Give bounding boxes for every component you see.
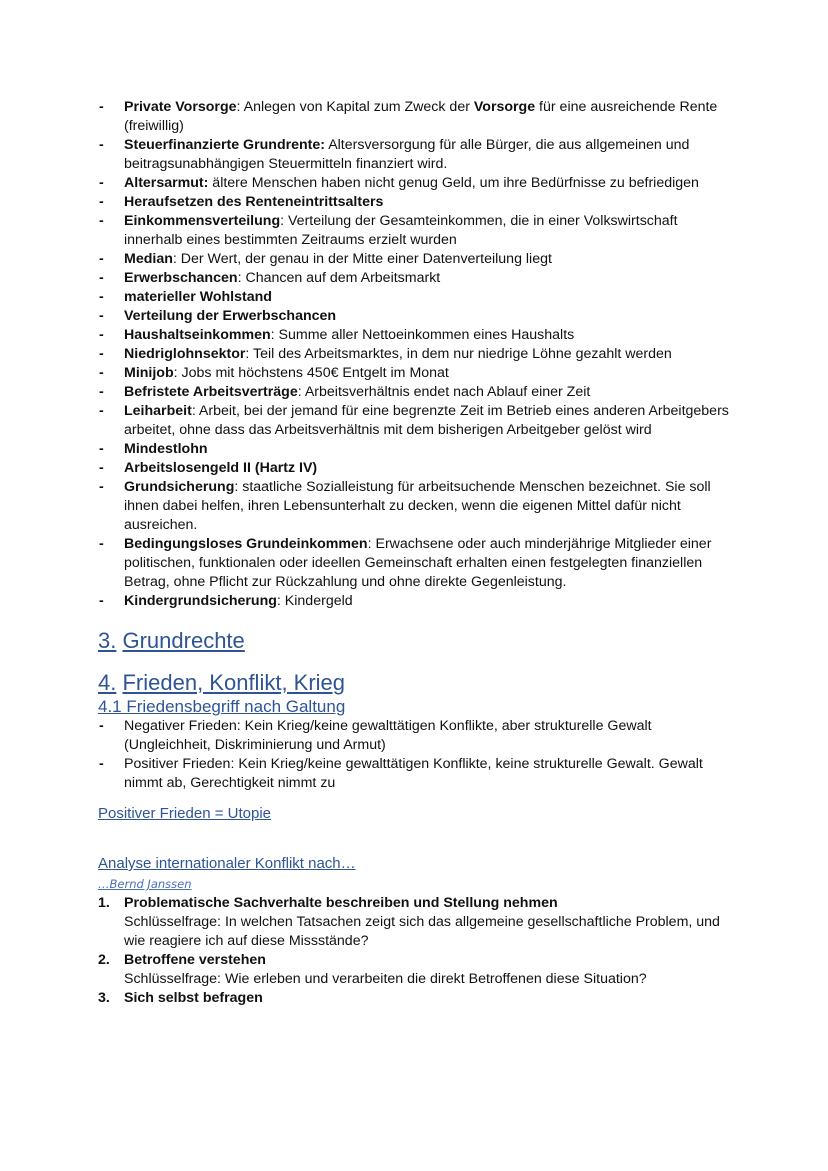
list-item: - Median: Der Wert, der genau in der Mitte einer Datenverteilung liegt	[98, 250, 738, 269]
list-item: 2. Betroffene verstehen Schlüsselfrage: Wie erleben und verarbeiten die direkt Betroffenen diese Situation?	[98, 952, 647, 987]
peace-list	[98, 717, 738, 793]
section-heading-frieden[interactable]: 4. Frieden, Konflikt, Krieg	[98, 670, 346, 695]
list-item: - Negativer Frieden: Kein Krieg/keine gewalttätigen Konflikte, aber strukturelle Gewalt (Ungleichheit, Diskriminierung und Armut)	[98, 717, 738, 755]
list-item: - Arbeitslosengeld II (Hartz IV)	[98, 459, 738, 478]
analysis-heading: Analyse internationaler Konflikt nach…	[98, 855, 356, 872]
list-item: - Altersarmut: ältere Menschen haben nicht genug Geld, um ihre Bedürfnisse zu befriedigen	[98, 174, 738, 193]
list-item: - Leiharbeit: Arbeit, bei der jemand für eine begrenzte Zeit im Betrieb eines anderen Arbeitgebers arbeitet, ohne dass das Arbeitsverhältnis mit dem bisherigen Arbeitgeber gelöst wird	[98, 402, 738, 440]
analysis-steps-list	[98, 894, 738, 1008]
subsection-heading-galtung[interactable]: 4.1 Friedensbegriff nach Galtung	[98, 697, 346, 716]
author-link[interactable]: …Bernd Janssen	[98, 877, 192, 891]
list-item: - Befristete Arbeitsverträge: Arbeitsverhältnis endet nach Ablauf einer Zeit	[98, 383, 738, 402]
list-item: - Erwerbschancen: Chancen auf dem Arbeitsmarkt	[98, 269, 738, 288]
list-item: - Minijob: Jobs mit höchstens 450€ Entgelt im Monat	[98, 364, 738, 383]
document-content	[98, 98, 738, 1008]
list-item: - Niedriglohnsektor: Teil des Arbeitsmarktes, in dem nur niedrige Löhne gezahlt werden	[98, 345, 738, 364]
list-item: - Einkommensverteilung: Verteilung der Gesamteinkommen, die in einer Volkswirtschaft innerhalb eines bestimmten Zeitraums erzielt wurden	[98, 212, 738, 250]
list-item: - Grundsicherung: staatliche Sozialleistung für arbeitsuchende Menschen bezeichnet. Sie soll ihnen dabei helfen, ihren Lebensunterhalt zu decken, wenn die eigenen Mittel dafür nicht ausreichen.	[98, 478, 738, 535]
list-item: - Mindestlohn	[98, 440, 738, 459]
list-item: 3. Sich selbst befragen	[98, 990, 263, 1006]
list-item: - Steuerfinanzierte Grundrente: Altersversorgung für alle Bürger, die aus allgemeinen und beitragsunabhängigen Steuermitteln finanziert wird.	[98, 136, 738, 174]
list-item: - Haushaltseinkommen: Summe aller Nettoeinkommen eines Haushalts	[98, 326, 738, 345]
list-item: - Positiver Frieden: Kein Krieg/keine gewalttätigen Konflikte, keine strukturelle Gewalt. Gewalt nimmt ab, Gerechtigkeit nimmt zu	[98, 755, 738, 793]
list-item: - Kindergrundsicherung: Kindergeld	[98, 592, 738, 611]
list-item: - Heraufsetzen des Renteneintrittsalters	[98, 193, 738, 212]
list-item: - materieller Wohlstand	[98, 288, 738, 307]
list-item: - Private Vorsorge: Anlegen von Kapital zum Zweck der Vorsorge für eine ausreichende Rente (freiwillig)	[98, 98, 738, 136]
list-item: 1. Problematische Sachverhalte beschreiben und Stellung nehmen Schlüsselfrage: In welchen Tatsachen zeigt sich das allgemeine gesellschaftliche Problem, und wie reagiere ich auf diese Missstände?	[98, 895, 720, 949]
list-item: - Verteilung der Erwerbschancen	[98, 307, 738, 326]
section-heading-grundrechte[interactable]: 3. Grundrechte	[98, 628, 245, 653]
list-item: - Bedingungsloses Grundeinkommen: Erwachsene oder auch minderjährige Mitglieder einer politischen, funktionalen oder ideellen Gemeinschaft erhalten einen festgelegten finanziellen Betrag, ohne Pflicht zur Rückzahlung und ohne direkte Gegenleistung.	[98, 535, 738, 592]
utopia-heading: Positiver Frieden = Utopie	[98, 805, 271, 822]
glossary-list	[98, 98, 738, 611]
